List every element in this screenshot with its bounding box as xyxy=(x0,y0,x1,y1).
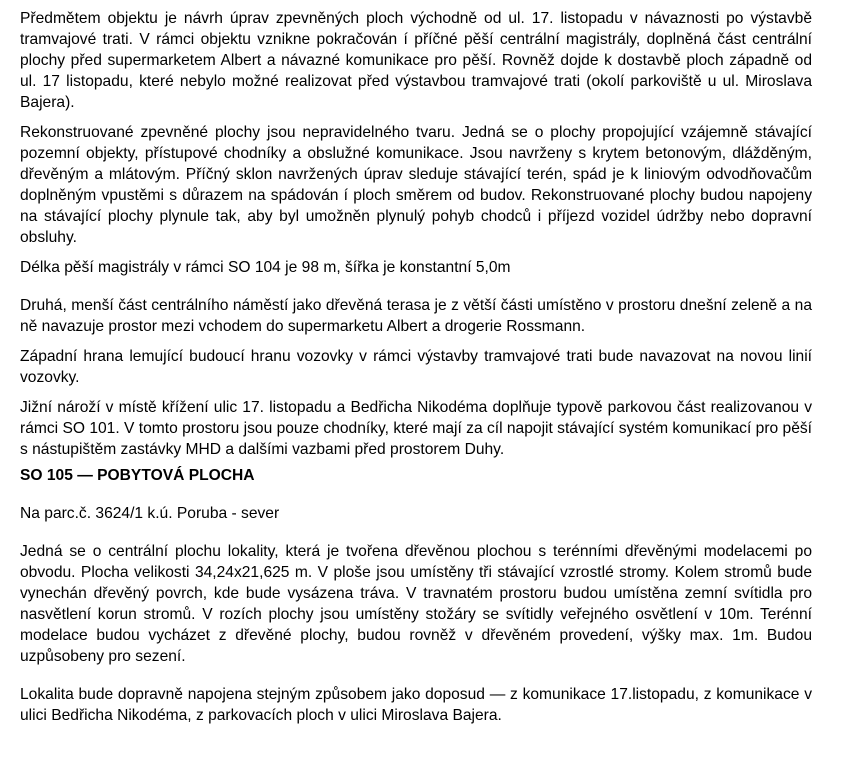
paragraph-intro: Předmětem objektu je návrh úprav zpevněných ploch východně od ul. 17. listopadu v návaznosti po výstavbě tramvajové trati. V rámci objektu vznikne pokračován í příčné pěší centrální magistrály, doplněná část centrální plochy před supermarketem Albert a návazné komunikace pro pěší. Rovněž dojde k dostavbě ploch západně od ul. 17 listopadu, které nebylo možné realizovat před výstavbou tramvajové trati (okolí parkoviště u ul. Miroslava Bajera). xyxy=(20,10,812,111)
paragraph-central-area: Jedná se o centrální plochu lokality, která je tvořena dřevěnou plochou s terénními dřevěnými modelacemi po obvodu. Plocha velikosti 34,24x21,625 m. V ploše jsou umístěny tři stávající vzrostlé stromy. Kolem stromů bude vynechán dřevěný povrch, kde bude vysázena tráva. V travnatém prostoru budou umístěna zemní svítidla pro nasvětlení korun stromů. V rozích plochy jsou umístěny stožáry se svítidly veřejného osvětlení v 10m. Terénní modelace budou vycházet z dřevěné plochy, budou rovněž v dřevěném provedení, výšky max. 1m. Budou uzpůsobeny pro sezení. xyxy=(20,543,812,665)
section-heading: SO 105 — POBYTOVÁ PLOCHA xyxy=(20,467,255,484)
document-page xyxy=(20,8,812,726)
paragraph-south-corner: Jižní nároží v místě křížení ulic 17. listopadu a Bedřicha Nikodéma doplňuje typově parkovou část realizovanou v rámci SO 101. V tomto prostoru jsou pouze chodníky, které mají za cíl napojit stávající systém komunikací pro pěší s nástupištěm zastávky MHD a dalšími vazbami před prostorem Duhy. xyxy=(20,399,812,458)
paragraph-parcel: Na parc.č. 3624/1 k.ú. Poruba - sever xyxy=(20,505,280,522)
paragraph-magistrala-length: Délka pěší magistrály v rámci SO 104 je 98 m, šířka je konstantní 5,0m xyxy=(20,259,511,276)
paragraph-wooden-terrace: Druhá, menší část centrálního náměstí jako dřevěná terasa je z větší části umístěno v prostoru dnešní zeleně a na ně navazuje prostor mezi vchodem do supermarketu Albert a drogerie Rossmann. xyxy=(20,297,812,335)
paragraph-reconstructed-surfaces: Rekonstruované zpevněné plochy jsou nepravidelného tvaru. Jedná se o plochy propojující vzájemně stávající pozemní objekty, přístupové chodníky a obslužné komunikace. Jsou navrženy s krytem betonovým, dlážděným, dřevěným a mlátovým. Příčný sklon navržených úprav sleduje stávající terén, spád je k liniovým odvodňovačům doplněným vpustěmi s důrazem na spádován í ploch směrem od budov. Rekonstruované plochy budou napojeny na stávající plochy plynule tak, aby byl umožněn plynulý pohyb chodců i příjezd vozidel údržby nebo dopravní obsluhy. xyxy=(20,124,812,246)
paragraph-traffic-connection: Lokalita bude dopravně napojena stejným způsobem jako doposud — z komunikace 17.listopadu, z komunikace v ulici Bedřicha Nikodéma, z parkovacích ploch v ulici Miroslava Bajera. xyxy=(20,686,812,724)
paragraph-west-edge: Západní hrana lemující budoucí hranu vozovky v rámci výstavby tramvajové trati bude navazovat na novou linií vozovky. xyxy=(20,348,812,386)
